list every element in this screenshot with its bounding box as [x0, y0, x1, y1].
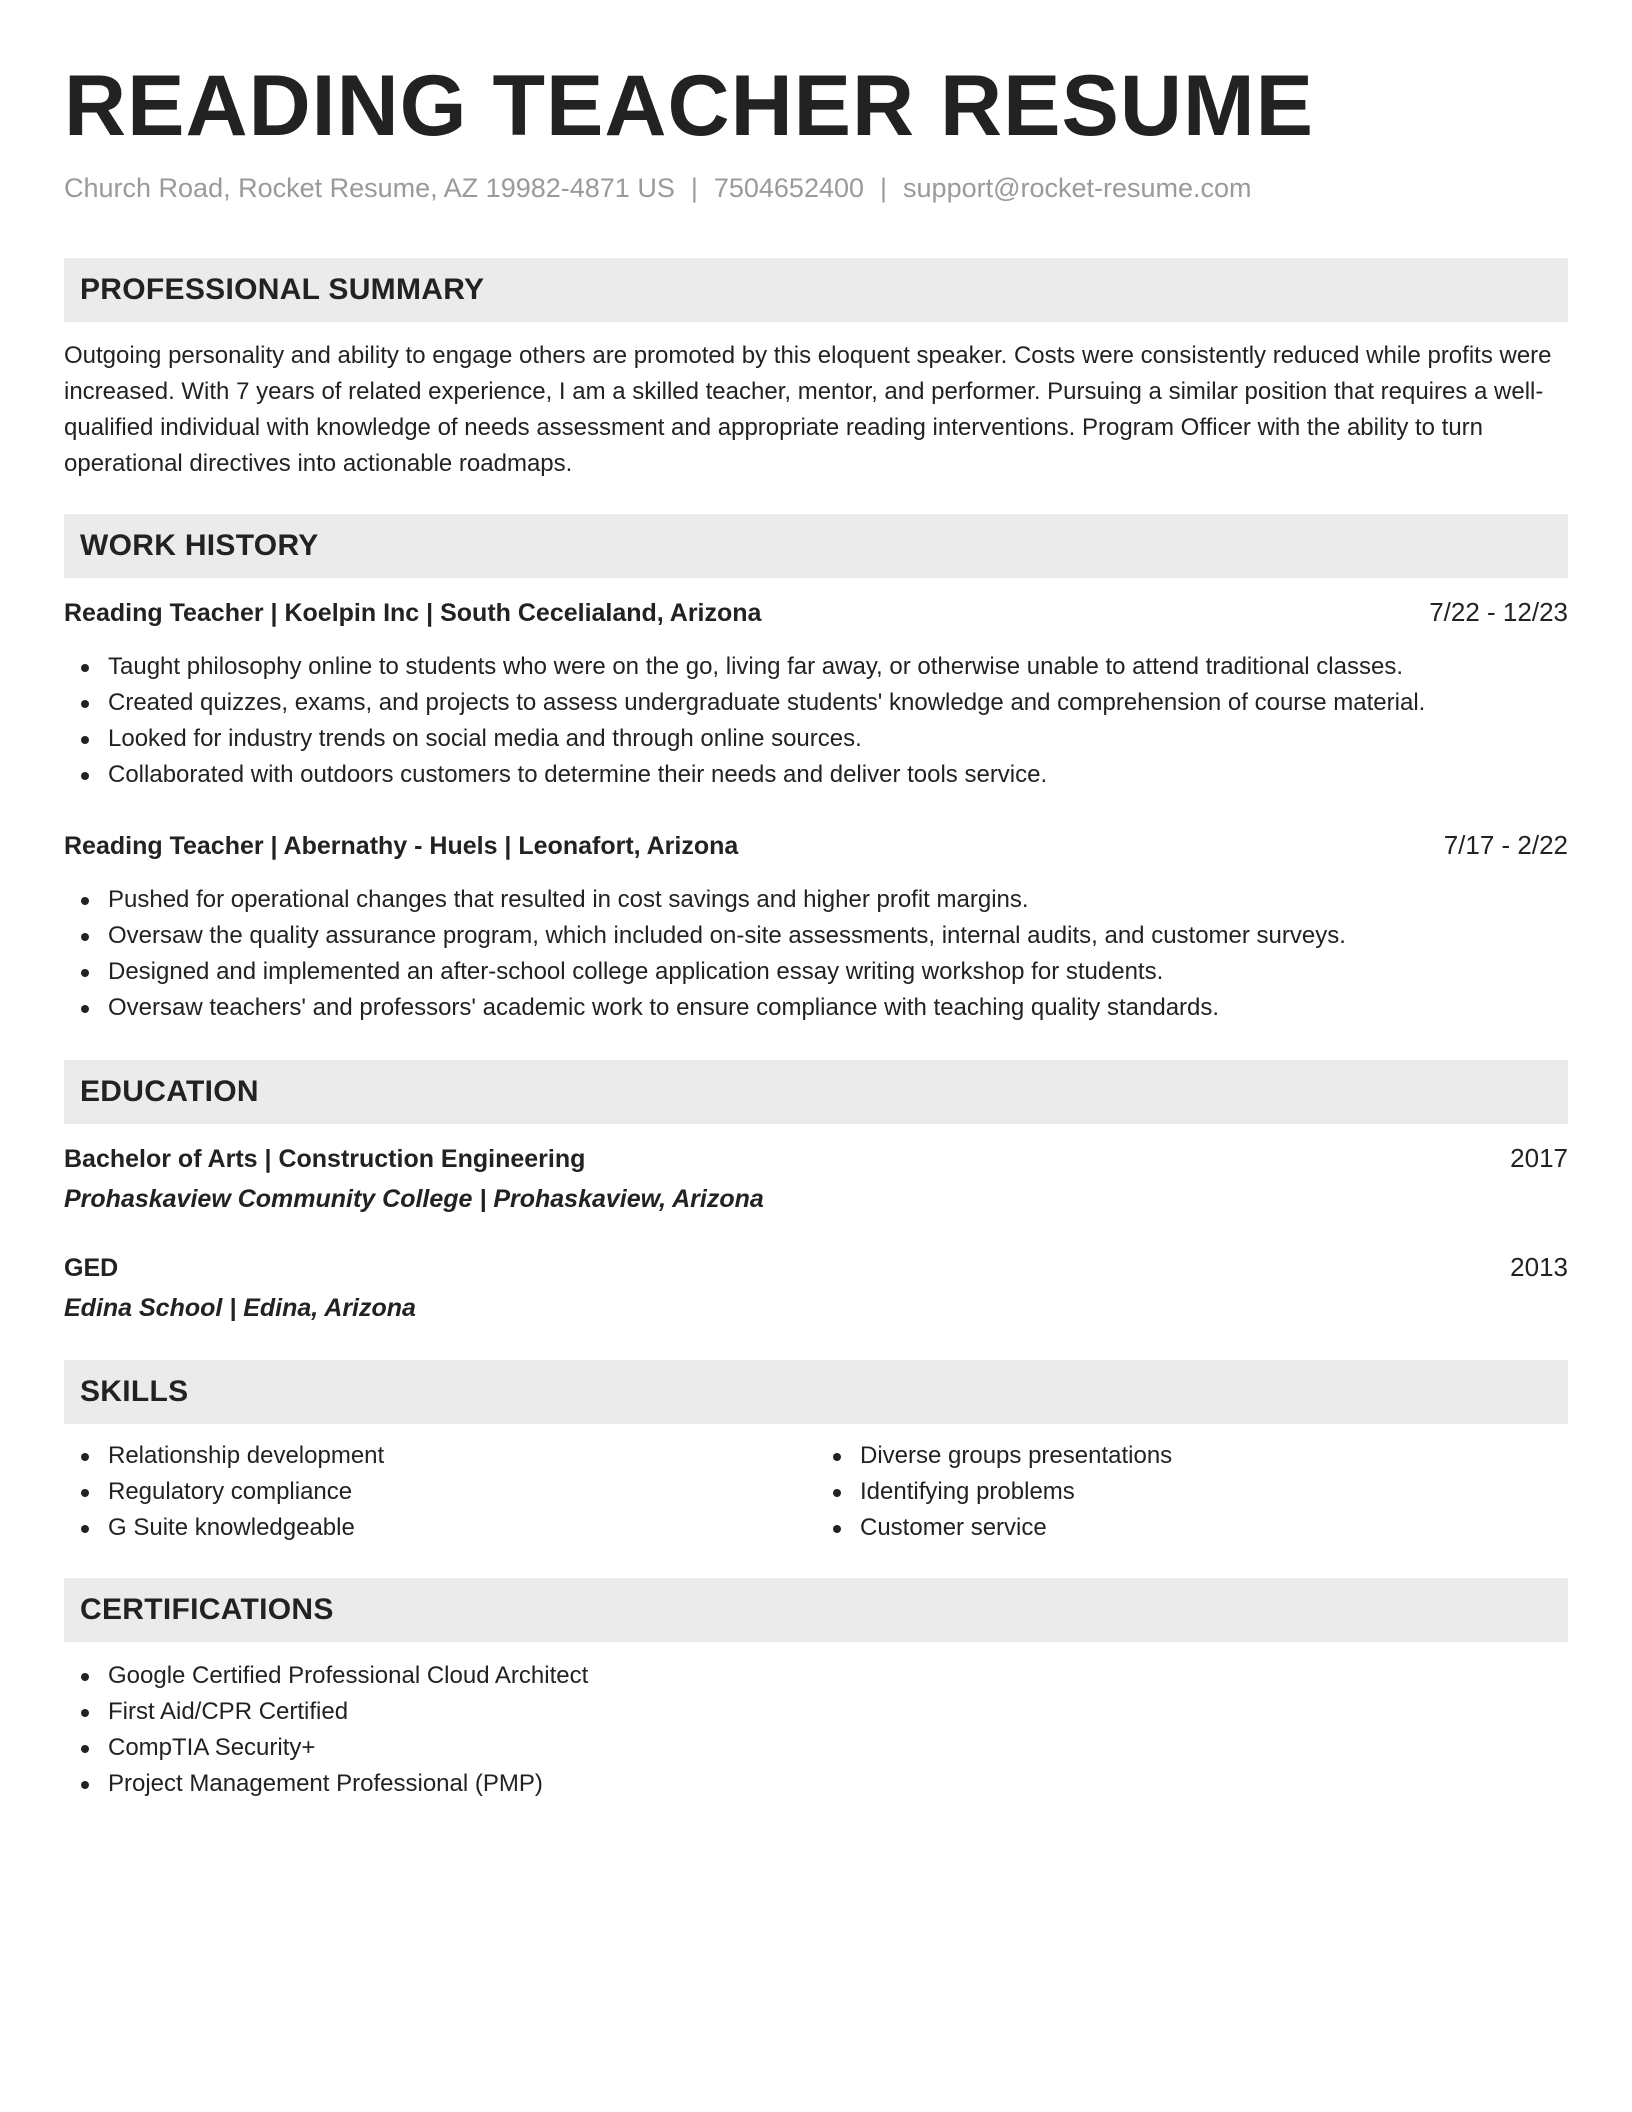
certification-item: First Aid/CPR Certified	[64, 1694, 1568, 1730]
contact-address: Church Road, Rocket Resume, AZ 19982-4871 US	[64, 173, 675, 203]
skill-item: Relationship development	[64, 1438, 816, 1474]
certifications-list	[64, 1658, 1568, 1802]
skill-item: Identifying problems	[816, 1474, 1568, 1510]
certification-item: Google Certified Professional Cloud Architect	[64, 1658, 1568, 1694]
education-year: 2017	[1510, 1143, 1568, 1173]
education-year: 2013	[1510, 1252, 1568, 1282]
skills-list	[64, 1438, 816, 1546]
job-bullet: Looked for industry trends on social media and through online sources.	[64, 721, 1568, 757]
certification-item: Project Management Professional (PMP)	[64, 1766, 1568, 1802]
contact-line	[64, 168, 1568, 208]
section-heading-certifications: CERTIFICATIONS	[64, 1578, 1568, 1642]
education-school: Edina School | Edina, Arizona	[64, 1294, 416, 1322]
contact-email: support@rocket-resume.com	[903, 173, 1252, 203]
job-bullet: Created quizzes, exams, and projects to assess undergraduate students' knowledge and comprehension of course material.	[64, 685, 1568, 721]
job-dates: 7/17 - 2/22	[1443, 830, 1568, 860]
education-degree: GED	[64, 1254, 119, 1282]
job-bullet: Oversaw teachers' and professors' academic work to ensure compliance with teaching quality standards.	[64, 990, 1568, 1026]
job-bullet: Oversaw the quality assurance program, which included on-site assessments, internal audits, and customer surveys.	[64, 918, 1568, 954]
section-heading-summary: PROFESSIONAL SUMMARY	[64, 258, 1568, 322]
skill-item: Diverse groups presentations	[816, 1438, 1568, 1474]
section-heading-skills: SKILLS	[64, 1360, 1568, 1424]
job-header	[64, 827, 1568, 864]
job-bullet: Collaborated with outdoors customers to determine their needs and deliver tools service.	[64, 757, 1568, 793]
skill-item: Regulatory compliance	[64, 1474, 816, 1510]
job-title: Reading Teacher | Koelpin Inc | South Cecelialand, Arizona	[64, 599, 762, 627]
job-bullet: Taught philosophy online to students who were on the go, living far away, or otherwise unable to attend traditional classes.	[64, 649, 1568, 685]
contact-phone: 7504652400	[713, 173, 865, 203]
skill-item: Customer service	[816, 1510, 1568, 1546]
job-dates: 7/22 - 12/23	[1429, 597, 1568, 627]
skills-column-right	[816, 1438, 1568, 1546]
education-entry	[64, 1140, 1568, 1217]
summary-text: Outgoing personality and ability to engage others are promoted by this eloquent speaker. Costs were consistently reduced while profits were increased. With 7 years of related experience, I am a skilled teacher, mentor, and performer. Pursuing a similar position that requires a well-qualified individual with knowledge of needs assessment and appropriate reading interventions. Program Officer with the ability to turn operational directives into actionable roadmaps.	[64, 342, 1552, 477]
skills-grid	[64, 1438, 1568, 1546]
job-header	[64, 594, 1568, 631]
resume-title: READING TEACHER RESUME	[64, 58, 1314, 154]
education-header	[64, 1140, 1568, 1177]
education-header	[64, 1249, 1568, 1286]
job-bullet-list	[64, 649, 1568, 793]
skills-list	[816, 1438, 1568, 1546]
certification-item: CompTIA Security+	[64, 1730, 1568, 1766]
job-entry	[64, 827, 1568, 1026]
job-bullet: Pushed for operational changes that resulted in cost savings and higher profit margins.	[64, 882, 1568, 918]
section-heading-work-history: WORK HISTORY	[64, 514, 1568, 578]
education-entry	[64, 1249, 1568, 1326]
job-entry	[64, 594, 1568, 793]
education-degree: Bachelor of Arts | Construction Engineering	[64, 1145, 586, 1173]
job-bullet: Designed and implemented an after-school college application essay writing workshop for students.	[64, 954, 1568, 990]
skill-item: G Suite knowledgeable	[64, 1510, 816, 1546]
skills-column-left	[64, 1438, 816, 1546]
education-school: Prohaskaview Community College | Prohaskaview, Arizona	[64, 1185, 764, 1213]
contact-separator: |	[690, 173, 698, 203]
job-title: Reading Teacher | Abernathy - Huels | Leonafort, Arizona	[64, 832, 739, 860]
job-bullet-list	[64, 882, 1568, 1026]
contact-separator: |	[880, 173, 888, 203]
section-heading-education: EDUCATION	[64, 1060, 1568, 1124]
